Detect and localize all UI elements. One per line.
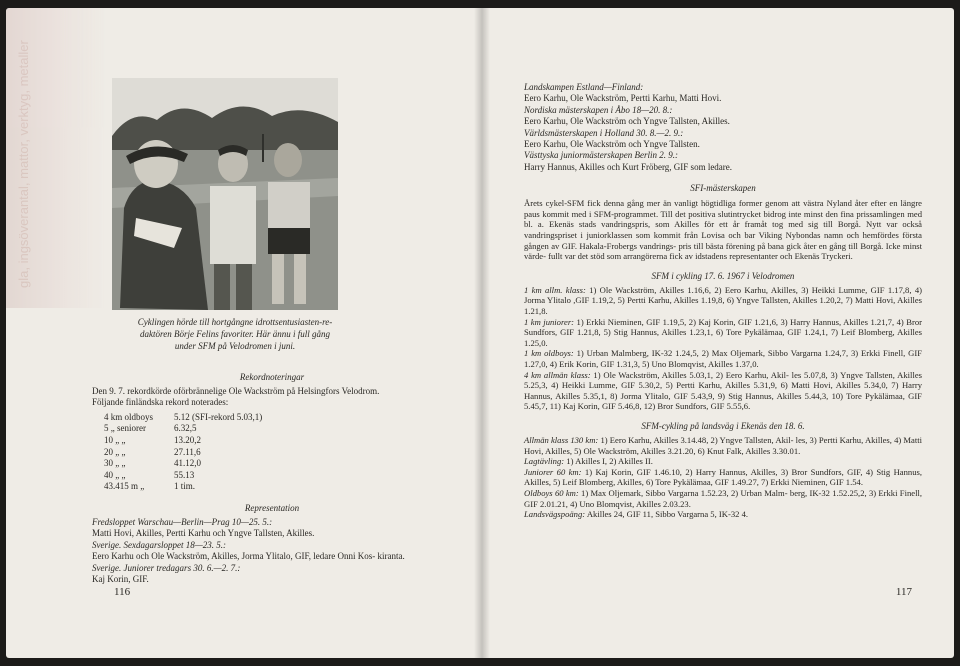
- representation-label: Sverige. Juniorer tredagars 30. 6.—2. 7.:: [92, 562, 241, 573]
- page-number-left: 116: [114, 586, 131, 598]
- table-row: 5 „ seniorer 6.32,5: [104, 423, 197, 434]
- edge-text-graphic: [6, 8, 106, 308]
- svg-text:gla, ingsöverantal, mattor, ve: gla, ingsöverantal, mattor, verktyg, metaller: [16, 40, 31, 288]
- table-row: 30 „ „ 41.12,0: [104, 458, 201, 469]
- records-intro-line: Den 9. 7. rekordkörde oförbrännelige Ole Wackström på Helsingfors Velodrom.: [92, 386, 380, 396]
- representation-heading: Representation: [244, 502, 300, 513]
- list-item: Allmän klass 130 km: 1) Eero Karhu, Akilles 3.14.48, 2) Yngve Tallsten, Akil- les, 3) Pertti Karhu, Akilles, 4) Matti Hovi, Akilles, 5) Ole Wackström, Akilles 3.21.20, 6) Knut Falk, Akilles 3.30.01.: [524, 434, 923, 456]
- right-page: [482, 8, 954, 658]
- table-row: 4 km oldboys 5.12 (SFI-rekord 5.03,1): [104, 411, 263, 422]
- list-item: Oldboys 60 km: 1) Max Oljemark, Sibbo Vargarna 1.52.23, 2) Urban Malm- berg, IK-32 1.52.25,2, 3) Erkki Finell, GIF 2.01.21, 4) Uno Blomqvist, Akilles 2.03.23.: [524, 487, 922, 509]
- cycling-photo: [112, 78, 338, 310]
- road-heading: SFM-cykling på landsväg i Ekenäs den 18. 6.: [641, 420, 805, 431]
- records-heading: Rekordnoteringar: [239, 372, 305, 382]
- list-item: Juniorer 60 km: 1) Kaj Korin, GIF 1.46.10, 2) Harry Hannus, Akilles, 3) Bror Sundfors, GIF, 4) Stig Hannus, Akilles, 5) Leif Blomberg, Akilles, 6) Tore Pykälämaa, GIF 1.49.27, 7) Erkki Nieminen, GIF 1.54.: [524, 466, 923, 488]
- left-page: [6, 8, 482, 658]
- table-row: 20 „ „ 27.11,6: [104, 446, 201, 457]
- road-results: [524, 435, 922, 520]
- page-edge-bleed: [6, 8, 106, 308]
- records-intro-line: Följande finländska rekord noterades:: [92, 397, 229, 408]
- representation-text: Eero Karhu och Ole Wackström, Akilles, Jorma Ylitalo, GIF, ledare Onni Kos- kiranta.: [92, 551, 405, 562]
- right-text-block: [524, 82, 922, 520]
- records-table: [104, 412, 262, 493]
- competition-list: Landskampen Estland—Finland: Eero Karhu, Ole Wackström, Pertti Karhu, Matti Hovi. Nordiska mästerskapen i Åbo 18—20. 8.: Eero Karhu, Ole Wackström och Yngve Tallsten, Akilles. Världsmästerskapen i Holland 30. 8.—2. 9.: Eero Karhu, Ole Wackström och Yngve Tallsten. Västtyska juniormästerskapen Berlin 2. 9.: Harry Hannus, Akilles och Kurt Fröberg, GIF som ledare.: [524, 82, 733, 172]
- list-item: 1 km juniorer: 1) Erkki Nieminen, GIF 1.19,5, 2) Kaj Korin, GIF 1.21,6, 3) Harry Hannus, Akilles 1.21,7, 4) Bror Sundfors, GIF 1.21,8, 5) Stig Hannus, Akilles 1.23,1, 6) Tore Pykälämaa, GIF 1.24,1, 7) Leif Blomberg, Akilles 1.25,0.: [524, 316, 922, 348]
- list-item: 1 km allm. klass: 1) Ole Wackström, Akilles 1.16,6, 2) Eero Karhu, Akilles, 3) Heikki Lumme, GIF 1.17,8, 4) Jorma Ylitalo ,GIF 1.19,2, 5) Pertti Karhu, Akilles 1.19,8, 6) Yngve Tallsten, Akilles 1.20,2, 7) Matti Hovi, Akilles 1.21,8.: [524, 284, 922, 316]
- table-row: 40 „ „ 55.13: [104, 469, 195, 480]
- representation-text: Kaj Korin, GIF.: [92, 574, 149, 584]
- page-number-right: 117: [895, 586, 912, 598]
- velodrome-heading: SFM i cykling 17. 6. 1967 i Velodromen: [651, 270, 795, 281]
- left-text-block: [92, 372, 452, 585]
- velodrome-results: [524, 285, 922, 412]
- representation-label: Sverige. Sexdagarsloppet 18—23. 5.:: [92, 539, 226, 550]
- list-item: 1 km oldboys: 1) Urban Malmberg, IK-32 1.24,5, 2) Max Oljemark, Sibbo Vargarna 1.24,7, 3) Erkki Finell, GIF 1.27,0, 4) Erik Korin, GIF 1.31,3, 5) Uno Blomqvist, Akilles 1.37,0.: [524, 348, 922, 369]
- list-item: Lagtävling: 1) Akilles I, 2) Akilles II.: [524, 456, 653, 467]
- list-item: 4 km allmän klass: 1) Ole Wackström, Akilles 5.03,1, 2) Eero Karhu, Akil- les 5.07,8, 3) Yngve Tallsten, Akilles 5.25,3, 4) Heikki Lumme, GIF 5.30,2, 5) Pertti Karhu, Akilles 5.31,9, 6) Matti Hovi, Akilles 5.34,0, 7) Harry Hannus, Akilles 5.35,1, 8) Jorma Ylitalo, GIF 5.43,9, 9) Stig Hannus, Akilles 5.44,3, 10) Tore Pykälämaa, GIF 5.45,7, 11) Kaj Korin, GIF 5.46,8, 12) Bror Sundfors, GIF 5.55,6.: [524, 369, 922, 412]
- list-item: Landsvägspoäng: Akilles 24, GIF 11, Sibbo Vargarna 5, IK-32 4.: [524, 509, 749, 520]
- representation-label: Fredsloppet Warschau—Berlin—Prag 10—25. 5.:: [92, 516, 273, 527]
- sfi-heading: SFI-mästerskapen: [690, 183, 756, 194]
- table-row: 10 „ „ 13.20,2: [104, 435, 201, 445]
- sfi-paragraph: Årets cykel-SFM fick denna gång mer än vanligt högtidliga former genom att västra Nyland åter efter en längre paus kommit med i SFM-programmet. Till det positiva slutintrycket bidrog inte minst den fina prissamlingen med bl. a. Ekenäs stads vandringspris, som Akilles för ett år framåt tog med sig till Borgå. Nytt var också vandringspriset i juniorklassen som kommit från Lovisa och bar Viking Nybondas namn och hemfördes första gången av GIF. Hakala-Frobergs vandrings- pris till bästa förening på bana gick åter en gång till Borgå. Icke minst värde- fullt var det stöd som arrangörerna fick av idstadens representanter och Ekenäs Tryckeri.: [524, 198, 922, 262]
- book-gutter: [474, 8, 490, 658]
- table-row: 43.415 m „ 1 tim.: [104, 481, 196, 492]
- photo-caption: Cyklingen hörde till hortgångne idrottsentusiasten-re- daktören Börje Felins favoriter. Här ännu i full gång under SFM på Velodromen i juni.: [137, 317, 333, 351]
- representation-text: Matti Hovi, Akilles, Pertti Karhu och Yngve Tallsten, Akilles.: [92, 528, 315, 539]
